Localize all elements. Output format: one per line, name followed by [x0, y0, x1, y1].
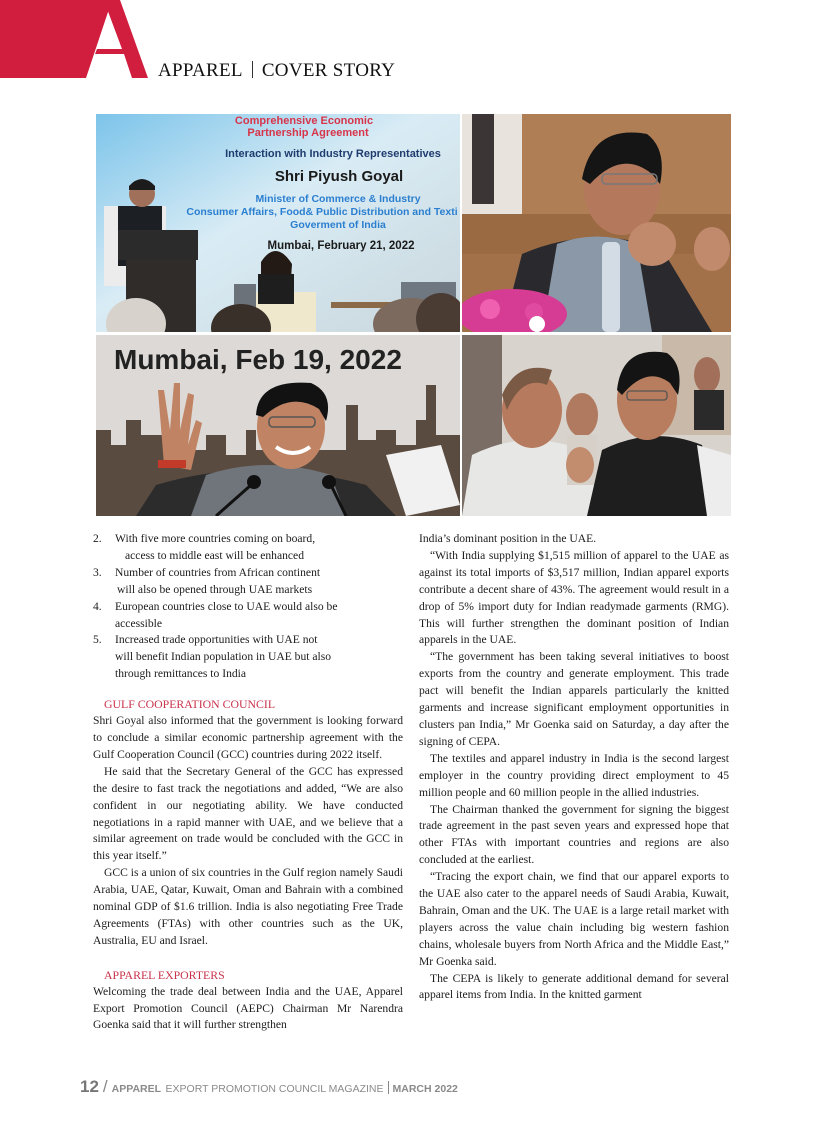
list-item: 3. Number of countries from African continent will also be opened through UAE markets	[93, 565, 321, 596]
footer-slash: /	[102, 1077, 108, 1096]
section-label: APPAREL	[158, 60, 243, 81]
left-column	[93, 531, 403, 1034]
footer-issue-date: MARCH 2022	[392, 1083, 458, 1095]
body-paragraph: “The government has been taking several initiatives to boost exports from the country and generate employment. This trade pact will benefit the Indian apparels particularly the knitted garments and increase significant employment opportunities in clusters pan India,” Mr Goenka said on Saturday, a day after the signing of CEPA.	[419, 650, 729, 748]
banner-line-7: Goverment of India	[290, 219, 386, 231]
footer-divider	[388, 1081, 389, 1094]
list-item: 5. Increased trade opportunities with UAE not will benefit Indian population in UAE but also through remittances to India	[93, 633, 332, 681]
magazine-logo	[0, 0, 150, 80]
banner-line-2: Partnership Agreement	[247, 127, 369, 139]
body-paragraph: Shri Goyal also informed that the government is looking forward to conclude a similar economic partnership agreement with the Gulf Cooperation Council (GCC) countries during 2022 itself.	[93, 714, 403, 761]
photo-goyal-conversation	[462, 335, 731, 516]
footer-magazine-brand: APPAREL	[111, 1083, 162, 1095]
page-number: 12	[80, 1077, 99, 1096]
body-paragraph: He said that the Secretary General of the GCC has expressed the desire to fast track the negotiations and added, “We are also confident in our negotiating ability. We have conducted negotiations in a rapid manner with UAE, and we believe that a similar agreement on trade would be concluded with the GCC in this year itself.”	[93, 764, 403, 863]
body-paragraph: India’s dominant position in the UAE.	[419, 532, 597, 545]
benefits-list	[93, 531, 403, 683]
banner-line-8: Mumbai, February 21, 2022	[267, 240, 415, 252]
banner-line-1: Comprehensive Economic	[234, 115, 374, 127]
apparel-a-logo-icon	[0, 0, 150, 80]
banner-line-5: Minister of Commerce & Industry	[255, 193, 421, 205]
right-column	[419, 531, 729, 1004]
body-paragraph: The textiles and apparel industry in India is the second largest employer in the country providing direct employment to 45 million people and 60 million people in the allied industries.	[419, 751, 729, 799]
body-paragraph: Welcoming the trade deal between India and the UAE, Apparel Export Promotion Council (AEPC) Chairman Mr Narendra Goenka said that it will further strengthen	[93, 984, 403, 1032]
body-paragraph: “With India supplying $1,515 million of apparel to the UAE as against its total imports of $3,517 million, Indian apparel exports contribute a decent share of 43%. The agreement would result in a drop of 5% import duty for Indian readymade garments (RMG). This will further strengthen the dominant position of Indian apparels in the UAE.	[419, 548, 729, 647]
banner-line-3: Interaction with Industry Representatives	[225, 148, 441, 160]
footer-magazine-name: EXPORT PROMOTION COUNCIL MAGAZINE	[165, 1083, 384, 1095]
heading-gulf-cooperation-council: GULF COOPERATION COUNCIL	[104, 697, 276, 712]
page-footer	[80, 1077, 458, 1097]
body-paragraph: GCC is a union of six countries in the Gulf region namely Saudi Arabia, UAE, Qatar, Kuwait, Oman and Bahrain with a combined nominal GDP of $1.6 trillion. India is also negotiating Free Trade Agreements (FTAs) with other countries such as the UK, Australia, EU and Israel.	[93, 866, 403, 947]
list-item: 2. With five more countries coming on board, access to middle east will be enhanced	[93, 532, 316, 562]
heading-apparel-exporters: APPAREL EXPORTERS	[104, 967, 225, 982]
body-paragraph: The CEPA is likely to generate additional demand for several apparel items from India. In the knitted garment	[419, 971, 729, 1002]
header-divider	[252, 61, 253, 78]
banner-mumbai-date: Mumbai, Feb 19, 2022	[114, 344, 402, 375]
banner-line-4: Shri Piyush Goyal	[274, 168, 404, 185]
photo-goyal-press-conference	[96, 335, 460, 516]
body-paragraph: “Tracing the export chain, we find that our apparel exports to the UAE also cater to the apparel needs of Saudi Arabia, Kuwait, Bahrain, Oman and the UK. The UAE is a large retail market with players across the value chain including big western fashion chains, wholesale buyers from North Africa and the Middle East,” Mr Goenka said.	[419, 870, 729, 968]
subsection-label: COVER STORY	[261, 60, 396, 81]
photo-goyal-closeup	[462, 114, 731, 332]
photo-goyal-podium	[96, 114, 460, 332]
banner-line-6: Consumer Affairs, Food& Public Distribution and Texti	[186, 206, 458, 218]
body-paragraph: The Chairman thanked the government for signing the biggest trade agreement in the past seven years and expressed hope that other FTAs with important countries and regions are also concluded at the earliest.	[419, 802, 729, 867]
list-item: 4. European countries close to UAE would also be accessible	[93, 599, 338, 630]
section-header	[158, 60, 395, 82]
